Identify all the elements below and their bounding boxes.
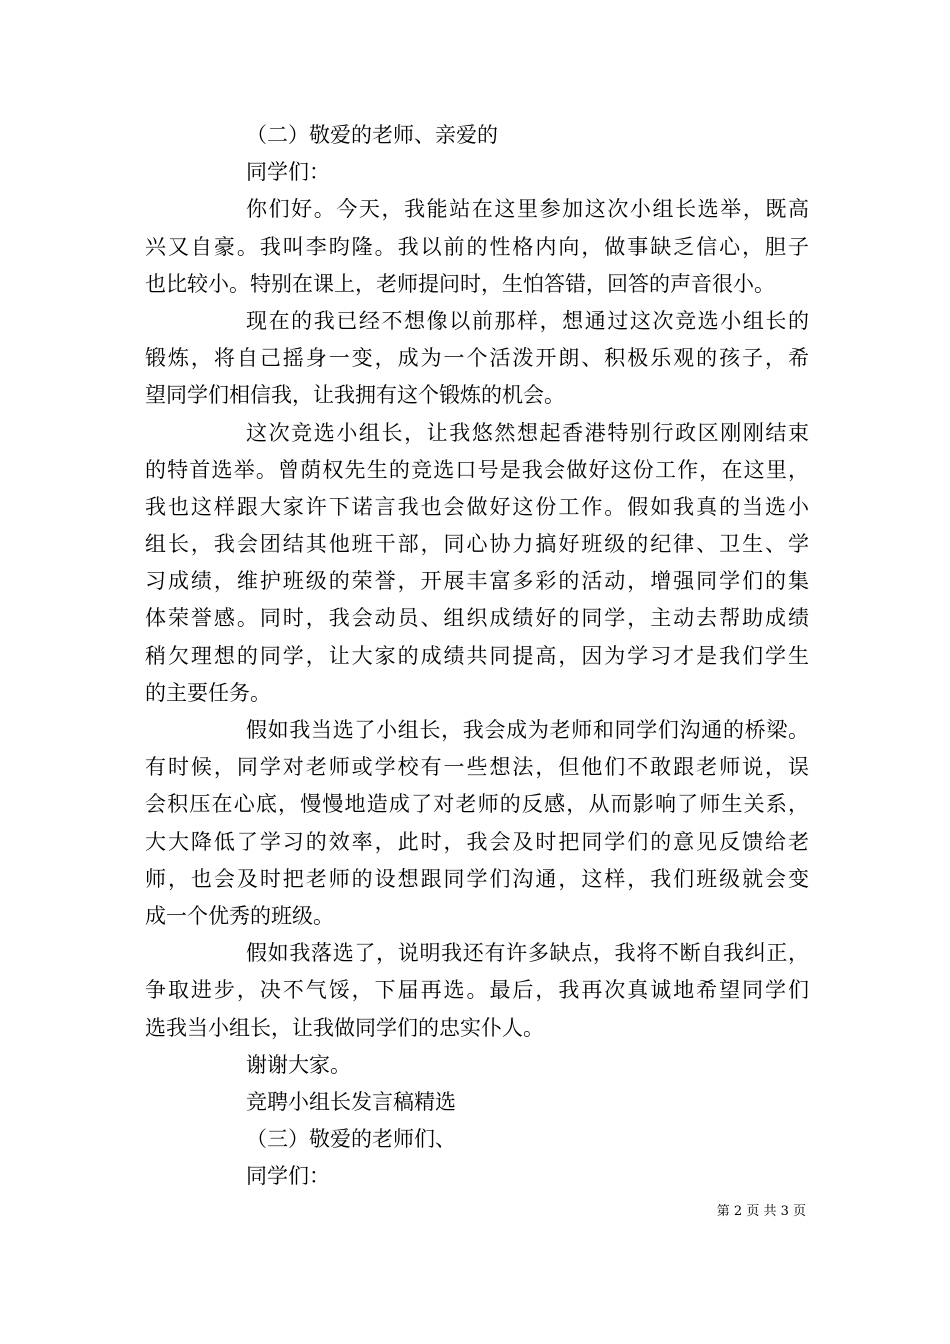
paragraph-line: 争取进步，决不气馁，下届再选。最后，我再次真诚地希望同学们 — [145, 978, 809, 1003]
paragraph-line: 这次竞选小组长，让我悠然想起香港特别行政区刚刚结束 — [246, 420, 809, 445]
paragraph-line: 会积压在心底，慢慢地造成了对老师的反感，从而影响了师生关系， — [145, 792, 809, 817]
paragraph-line: 兴又自豪。我叫李昀隆。我以前的性格内向，做事缺乏信心，胆子 — [145, 234, 809, 259]
closing-line: 谢谢大家。 — [246, 1052, 351, 1077]
paragraph-line: 组长，我会团结其他班干部，同心协力搞好班级的纪律、卫生、学 — [145, 532, 809, 557]
paragraph-line: 望同学们相信我，让我拥有这个锻炼的机会。 — [145, 383, 565, 408]
paragraph-line: 假如我当选了小组长，我会成为老师和同学们沟通的桥梁。 — [246, 718, 809, 742]
heading-line: （二）敬爱的老师、亲爱的 — [246, 123, 498, 147]
page-number: 第 2 页 共 3 页 — [716, 1204, 806, 1219]
paragraph-line: 师，也会及时把老师的设想跟同学们沟通，这样，我们班级就会变 — [145, 866, 809, 891]
paragraph-line: 稍欠理想的同学，让大家的成绩共同提高，因为学习才是我们学生 — [145, 643, 809, 668]
closing-line: 竞聘小组长发言稿精选 — [246, 1089, 456, 1114]
paragraph-line: 选我当小组长，让我做同学们的忠实仆人。 — [145, 1015, 544, 1040]
paragraph-line: 的特首选举。曾荫权先生的竞选口号是我会做好这份工作，在这里， — [145, 457, 809, 482]
paragraph-line: 我也这样跟大家许下诺言我也会做好这份工作。假如我真的当选小 — [145, 494, 809, 519]
closing-line: 同学们： — [246, 1164, 330, 1189]
paragraph-line: 也比较小。特别在课上，老师提问时，生怕答错，回答的声音很小。 — [145, 271, 775, 296]
paragraph-line: 你们好。今天，我能站在这里参加这次小组长选举，既高 — [246, 197, 809, 222]
paragraph-line: 的主要任务。 — [145, 680, 271, 705]
heading-line: 同学们： — [246, 160, 330, 185]
document-body — [145, 117, 809, 1195]
paragraph-line: 大大降低了学习的效率，此时，我会及时把同学们的意见反馈给老 — [145, 829, 809, 854]
closing-line: （三）敬爱的老师们、 — [246, 1127, 456, 1152]
paragraph-line: 有时候，同学对老师或学校有一些想法，但他们不敢跟老师说，误 — [145, 755, 809, 780]
paragraph-line: 体荣誉感。同时，我会动员、组织成绩好的同学，主动去帮助成绩 — [145, 606, 809, 631]
paragraph-line: 现在的我已经不想像以前那样，想通过这次竞选小组长的 — [246, 308, 809, 333]
paragraph-line: 假如我落选了，说明我还有许多缺点，我将不断自我纠正， — [246, 941, 809, 966]
paragraph-line: 锻炼，将自己摇身一变，成为一个活泼开朗、积极乐观的孩子，希 — [145, 346, 809, 371]
paragraph-line: 习成绩，维护班级的荣誉，开展丰富多彩的活动，增强同学们的集 — [145, 569, 809, 594]
paragraph-line: 成一个优秀的班级。 — [145, 903, 334, 928]
